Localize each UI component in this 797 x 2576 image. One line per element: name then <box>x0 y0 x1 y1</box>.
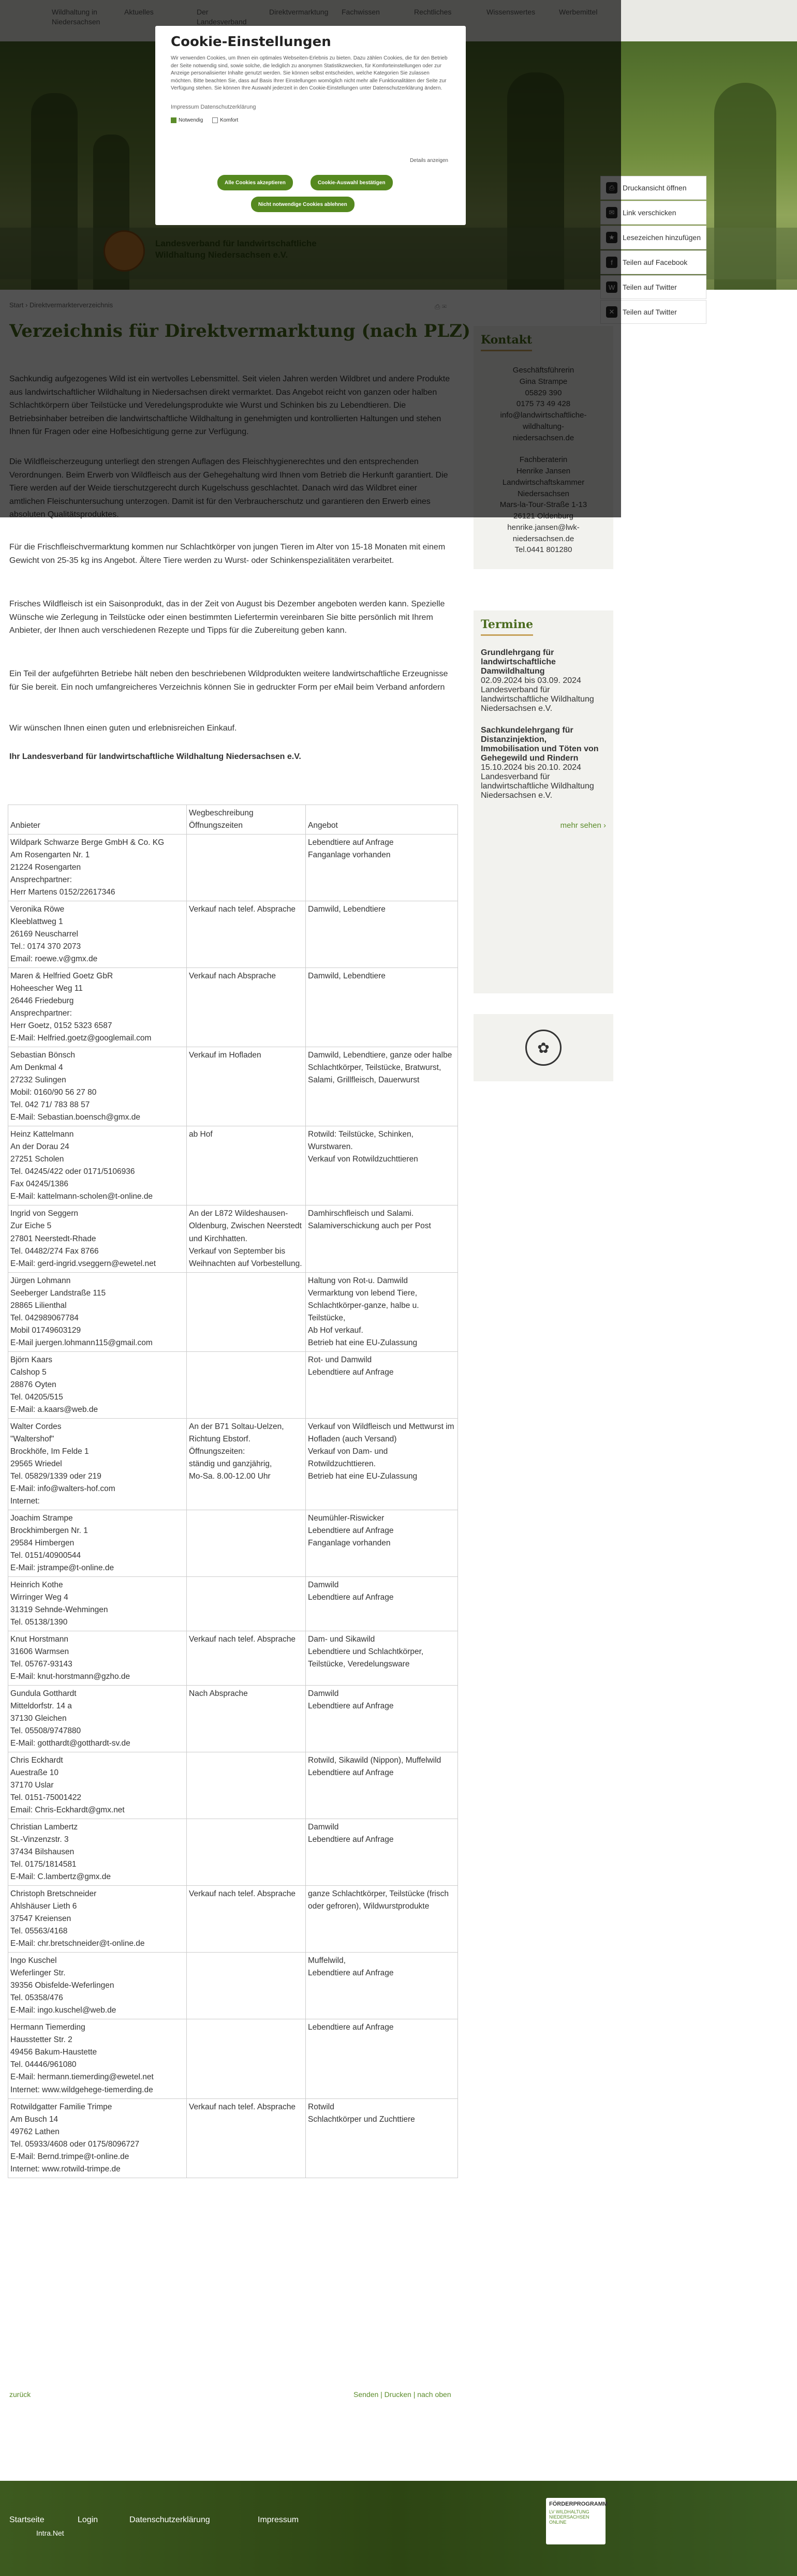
vendor-table <box>8 805 458 2178</box>
table-cell <box>306 835 458 901</box>
cell-line: Vermarktung von lebend Tiere, <box>308 1288 418 1298</box>
table-cell <box>187 1205 306 1272</box>
table-cell <box>8 901 187 968</box>
cell-line: Mitteldorfstr. 14 a <box>10 1702 72 1711</box>
table-cell <box>306 1886 458 1953</box>
cell-line: 28876 Oyten <box>10 1380 56 1389</box>
email-link[interactable]: Internet: www.rotwild-trimpe.de <box>10 2164 121 2173</box>
cell-line: Mobil 01749603129 <box>10 1326 81 1335</box>
footer-link-intranet[interactable]: Intra.Net <box>36 2529 64 2537</box>
cell-line: Seeberger Landstraße 115 <box>10 1288 106 1298</box>
cell-line: Calshop 5 <box>10 1367 47 1377</box>
cell-line: Rotwildgatter Familie Trimpe <box>10 2102 112 2111</box>
cell-line: Tel. 04245/422 oder 0171/5106936 <box>10 1167 135 1177</box>
footer-link-privacy[interactable]: Datenschutzerklärung <box>129 2515 210 2524</box>
cookie-details-toggle[interactable]: Details anzeigen <box>410 158 448 163</box>
cell-line: Rotwild <box>308 2102 334 2111</box>
table-cell <box>306 1631 458 1685</box>
table-cell <box>306 1126 458 1205</box>
confirm-selection-button[interactable]: Cookie-Auswahl bestätigen <box>311 175 393 190</box>
cell-line: ständig und ganzjährig, <box>189 1459 272 1468</box>
table-cell <box>8 1510 187 1576</box>
cell-line: 21224 Rosengarten <box>10 863 81 872</box>
table-row <box>8 1576 458 1631</box>
cell-line: Walter Cordes <box>10 1422 62 1431</box>
seal-icon: ✿ <box>525 1030 562 1066</box>
cell-line: Damwild, Lebendtiere <box>308 972 386 981</box>
table-cell <box>306 2019 458 2098</box>
email-link[interactable]: Email: Chris-Eckhardt@gmx.net <box>10 1806 125 1815</box>
checkbox-necessary[interactable]: Notwendig <box>171 117 203 123</box>
cell-line: Lebendtiere auf Anfrage <box>308 1526 394 1535</box>
cell-line: Fax 04245/1386 <box>10 1180 69 1189</box>
cell-line: Ingo Kuschel <box>10 1956 57 1965</box>
table-row <box>8 835 458 901</box>
cell-line: Schlachtkörper-ganze, halbe u. Teilstücke, <box>308 1301 419 1322</box>
cookie-impressum-link[interactable]: Impressum <box>171 103 199 110</box>
footer-link-imprint[interactable]: Impressum <box>258 2515 299 2524</box>
cookie-text: Wir verwenden Cookies, um Ihnen ein optimales Webseiten-Erlebnis zu bieten. Dazu zählen Cookies, die für den Betrieb der Seite notwendig sind, sowie solche, die lediglich zu anonymen Statistikzwecken, für Komforteinstellungen oder zur Anzeige personalisierter Inhalte genutzt werden. Sie können selbst entscheiden, welche Kategorien Sie zulassen möchten. Bitte beachten Sie, dass auf Basis Ihrer Einstellungen womöglich nicht mehr alle Funktionalitäten der Seite zur Verfügung stehen. Sie können Ihre Auswahl jederzeit in den Cookie-Einstellungen unter Datenschutzerklärung ändern. <box>171 55 448 91</box>
table-row <box>8 1886 458 1953</box>
cell-line: ab Hof <box>189 1130 213 1139</box>
table-cell <box>187 2098 306 2178</box>
cell-line: Rotwild, Sikawild (Nippon), Muffelwild <box>308 1756 441 1765</box>
table-cell <box>8 1631 187 1685</box>
email-link[interactable]: E-Mail: jstrampe@t-online.de <box>10 1563 114 1572</box>
cell-line: Lebendtiere auf Anfrage <box>308 2023 394 2032</box>
table-row <box>8 1631 458 1685</box>
cell-line: 39356 Obisfelde-Weferlingen <box>10 1981 114 1990</box>
table-row <box>8 901 458 968</box>
cell-line: 27801 Neerstedt-Rhade <box>10 1234 96 1243</box>
cell-line: Schlachtkörper und Zuchttiere <box>308 2115 415 2124</box>
table-cell <box>306 1418 458 1510</box>
event-title[interactable]: Sachkundelehrgang für Distanzinjektion, Immobilisation und Töten von Gehegewild und Rindern <box>481 726 599 763</box>
email-link[interactable]: E-Mail: a.kaars@web.de <box>10 1405 98 1414</box>
table-row <box>8 2098 458 2178</box>
table-cell <box>8 1576 187 1631</box>
cell-line: "Waltershof" <box>10 1434 54 1443</box>
cell-line: Kleeblattweg 1 <box>10 917 63 927</box>
table-cell <box>306 1205 458 1272</box>
cell-line: Tel. 05933/4608 oder 0175/8096727 <box>10 2139 140 2149</box>
cell-line: Damwild <box>308 1580 339 1589</box>
cell-line: Ansprechpartner: <box>10 875 72 885</box>
table-cell <box>187 1047 306 1126</box>
cell-line: Nach Absprache <box>189 1689 248 1699</box>
intro-paragraph-5: Ein Teil der aufgeführten Betriebe hält neben den beschriebenen Wildprodukten weitere landwirtschaftliche Erzeugnisse für Sie bereit. Ein noch umfangreicheres Verzeichnis können Sie in gedruckter Form per eMail beim Verband anfordern <box>9 669 448 692</box>
cell-line: Christoph Bretschneider <box>10 1889 97 1899</box>
cell-line: Tel. 05767-93143 <box>10 1660 72 1669</box>
cell-line: Wirringer Weg 4 <box>10 1592 68 1602</box>
cell-line: Damhirschfleisch und Salami. Salamiverschickung auch per Post <box>308 1209 431 1231</box>
email-link[interactable]: E-Mail: info@walters-hof.com <box>10 1484 115 1493</box>
cell-line: 37434 Bilshausen <box>10 1848 75 1857</box>
cell-line: Sebastian Bönsch <box>10 1051 75 1060</box>
footer-link-start[interactable]: Startseite <box>9 2515 45 2524</box>
email-link[interactable]: E-Mail: knut-horstmann@gzho.de <box>10 1672 130 1681</box>
cell-line: Zur Eiche 5 <box>10 1222 52 1231</box>
cell-line: 27232 Sulingen <box>10 1076 66 1085</box>
cell-line: Am Busch 14 <box>10 2115 58 2124</box>
cell-line: Christian Lambertz <box>10 1823 78 1832</box>
cell-line: Fanganlage vorhanden <box>308 851 391 860</box>
cell-line: Muffelwild, <box>308 1956 346 1965</box>
table-cell <box>306 1686 458 1752</box>
table-cell <box>187 1886 306 1953</box>
event-organizer: Landesverband für landwirtschaftliche Wildhaltung Niedersachsen e.V. <box>481 772 594 800</box>
cell-line: Weferlinger Str. <box>10 1969 66 1978</box>
cell-line: Björn Kaars <box>10 1355 52 1364</box>
share-label: Teilen auf Twitter <box>623 308 677 316</box>
cell-line: Verkauf von Wildfleisch und Mettwurst im Hofladen (auch Versand) <box>308 1422 454 1443</box>
cell-line: Heinrich Kothe <box>10 1580 63 1589</box>
share-label: Teilen auf Twitter <box>623 283 677 291</box>
cell-line: Verkauf nach Absprache <box>189 972 276 981</box>
cell-line: Lebendtiere auf Anfrage <box>308 1592 394 1602</box>
email-link[interactable]: E-Mail: chr.bretschneider@t-online.de <box>10 1939 145 1948</box>
cell-line: Auestraße 10 <box>10 1768 59 1778</box>
cell-line: Verkauf nach telef. Absprache <box>189 905 296 914</box>
table-cell <box>306 1510 458 1576</box>
table-cell <box>8 1686 187 1752</box>
cell-line: Mo-Sa. 8.00-12.00 Uhr <box>189 1471 271 1481</box>
cell-line: St.-Vinzenzstr. 3 <box>10 1835 69 1844</box>
table-cell <box>8 1047 187 1126</box>
table-cell <box>187 1953 306 2019</box>
table-row <box>8 1819 458 1886</box>
cell-line: 29584 Himbergen <box>10 1538 75 1547</box>
cell-line: Tel. 05829/1339 oder 219 <box>10 1471 101 1481</box>
cell-line: Rotwild: Teilstücke, Schinken, Wurstwaren. <box>308 1130 414 1152</box>
cell-line: Lebendtiere und Schlachtkörper, Teilstücke, Veredelungsware <box>308 1647 424 1669</box>
intro-paragraph-4: Frisches Wildfleisch ist ein Saisonprodukt, das in der Zeit von August bis Dezember angeboten werden kann. Spezielle Wünsche wie Zerlegung in Teilstücke oder einen bestimmten Liefertermin vereinbaren Sie bitte persönlich mit Ihrem Anbieter, der Ihnen auch verschiedenen Rezepte und Tipps für die Zubereitung geben kann. <box>9 600 445 635</box>
table-cell <box>187 1631 306 1685</box>
cell-line: Dam- und Sikawild <box>308 1634 375 1644</box>
cell-line: Tel. 05358/476 <box>10 1993 63 2003</box>
table-cell <box>306 1576 458 1631</box>
cell-line: 31606 Warmsen <box>10 1647 69 1656</box>
table-cell <box>8 968 187 1047</box>
table-cell <box>306 1047 458 1126</box>
cell-line: An der B71 Soltau-Uelzen, Richtung Ebstorf. <box>189 1422 284 1443</box>
back-link[interactable]: zurück <box>9 2390 31 2399</box>
cell-line: Neumühler-Riswicker <box>308 1513 385 1523</box>
cell-line: 29565 Wriedel <box>10 1459 62 1468</box>
table-row <box>8 1126 458 1205</box>
cell-line: Betrieb hat eine EU-Zulassung <box>308 1338 418 1347</box>
cell-line: Am Denkmal 4 <box>10 1063 63 1073</box>
table-cell <box>306 901 458 968</box>
reject-optional-button[interactable]: Nicht notwendige Cookies ablehnen <box>251 197 355 212</box>
table-cell <box>187 1576 306 1631</box>
cell-line: Lebendtiere auf Anfrage <box>308 1702 394 1711</box>
cell-line: 28865 Lilienthal <box>10 1301 67 1310</box>
cell-line: Jürgen Lohmann <box>10 1276 71 1285</box>
cell-line: ganze Schlachtkörper, Teilstücke (frisch oder gefroren), Wildwurstprodukte <box>308 1889 449 1911</box>
cell-line: 37170 Uslar <box>10 1781 54 1790</box>
event-date: 15.10.2024 bis 20.10. 2024 <box>481 763 581 772</box>
cell-line: 49762 Lathen <box>10 2127 60 2136</box>
table-cell <box>187 1272 306 1351</box>
table-row <box>8 1205 458 1272</box>
table-cell <box>8 1886 187 1953</box>
cell-line: Verkauf im Hofladen <box>189 1051 261 1060</box>
email-link[interactable]: E-Mail: ingo.kuschel@web.de <box>10 2006 116 2015</box>
table-cell <box>8 1272 187 1351</box>
cell-line: Verkauf von Rotwildzuchttieren <box>308 1155 418 1164</box>
seal-panel <box>474 1014 613 1081</box>
cell-line: Veronika Röwe <box>10 905 65 914</box>
cell-line: Chris Eckhardt <box>10 1756 63 1765</box>
events-title: Termine <box>481 618 533 636</box>
table-row <box>8 1752 458 1819</box>
cell-line: Damwild, Lebendtiere <box>308 905 386 914</box>
table-row <box>8 1953 458 2019</box>
table-cell <box>187 1510 306 1576</box>
cell-line: Verkauf nach telef. Absprache <box>189 1634 296 1644</box>
cell-line: Herr Martens 0152/22617346 <box>10 888 115 897</box>
table-row <box>8 1510 458 1576</box>
cell-line: 27251 Scholen <box>10 1155 64 1164</box>
table-cell <box>187 968 306 1047</box>
table-cell <box>8 1953 187 2019</box>
cell-line: Damwild, Lebendtiere, ganze oder halbe Schlachtkörper, Teilstücke, Bratwurst, Salami, Grillfleisch, Dauerwurst <box>308 1051 452 1085</box>
cell-line: 26169 Neuscharrel <box>10 930 78 939</box>
cell-line: Lebendtiere auf Anfrage <box>308 1768 394 1778</box>
table-cell <box>306 2098 458 2178</box>
cell-line: Verkauf nach telef. Absprache <box>189 2102 296 2111</box>
footer-link-login[interactable]: Login <box>78 2515 98 2524</box>
cell-line: Damwild <box>308 1689 339 1699</box>
accept-all-button[interactable]: Alle Cookies akzeptieren <box>217 175 293 190</box>
cell-line: Damwild <box>308 1823 339 1832</box>
event-date: 02.09.2024 bis 03.09. 2024 <box>481 676 581 685</box>
cell-line: Tel. 04446/961080 <box>10 2060 77 2069</box>
intro-signature: Ihr Landesverband für landwirtschaftliche Wildhaltung Niedersachsen e.V. <box>9 752 301 761</box>
table-cell <box>8 835 187 901</box>
cell-line: Verkauf von September bis Weihnachten auf Vorbestellung. <box>189 1246 302 1268</box>
cell-line: Ansprechpartner: <box>10 1009 72 1018</box>
email-link[interactable]: E-Mail juergen.lohmann115@gmail.com <box>10 1338 153 1347</box>
page-actions[interactable]: Senden | Drucken | nach oben <box>353 2390 451 2399</box>
cell-line: Lebendtiere auf Anfrage <box>308 1835 394 1844</box>
cell-line: Hermann Tiemerding <box>10 2023 85 2032</box>
share-label: Lesezeichen hinzufügen <box>623 233 701 242</box>
intro-paragraph-6: Wir wünschen Ihnen einen guten und erlebnisreichen Einkauf. <box>9 724 237 733</box>
table-cell <box>306 1752 458 1819</box>
table-cell <box>306 1351 458 1418</box>
footer <box>0 2481 797 2576</box>
table-cell <box>306 968 458 1047</box>
share-label: Teilen auf Facebook <box>623 258 688 266</box>
cell-line: Tel. 042989067784 <box>10 1313 79 1322</box>
table-cell <box>8 2019 187 2098</box>
cell-line: Lebendtiere auf Anfrage <box>308 1969 394 1978</box>
cell-line: Ahlshäuser Lieth 6 <box>10 1902 77 1911</box>
cell-line: Mobil: 0160/90 56 27 80 <box>10 1088 97 1097</box>
cell-line: Rot- und Damwild <box>308 1355 372 1364</box>
cell-line: Knut Horstmann <box>10 1634 68 1644</box>
table-cell <box>8 1418 187 1510</box>
cell-line: Tel. 04205/515 <box>10 1392 63 1402</box>
table-cell <box>187 1752 306 1819</box>
cell-line: Gundula Gotthardt <box>10 1689 77 1699</box>
table-header: Angebot <box>306 805 458 835</box>
table-cell <box>187 835 306 901</box>
share-label: Druckansicht öffnen <box>623 184 687 192</box>
cell-line: Brockhimbergen Nr. 1 <box>10 1526 88 1535</box>
cell-line: Tel. 05508/9747880 <box>10 1726 81 1736</box>
cell-line: Tel. 0175/1814581 <box>10 1860 77 1869</box>
event-organizer: Landesverband für landwirtschaftliche Wildhaltung Niedersachsen e.V. <box>481 686 594 713</box>
share-label: Link verschicken <box>623 209 676 217</box>
table-cell <box>8 1126 187 1205</box>
cell-line: Verkauf nach telef. Absprache <box>189 1889 296 1899</box>
table-header: Wegbeschreibung Öffnungszeiten <box>187 805 306 835</box>
cell-line: Ingrid von Seggern <box>10 1209 78 1218</box>
table-cell <box>306 1953 458 2019</box>
table-row <box>8 1351 458 1418</box>
table-cell <box>187 1686 306 1752</box>
email-link[interactable]: E-Mail: hermann.tiemerding@ewetel.net <box>10 2073 154 2082</box>
table-row <box>8 1418 458 1510</box>
email-link[interactable]: E-Mail: Sebastian.boensch@gmx.de <box>10 1113 140 1122</box>
table-cell <box>8 1205 187 1272</box>
cell-line: Tel. 0151/40900544 <box>10 1551 81 1560</box>
cell-line: 31319 Sehnde-Wehmingen <box>10 1605 108 1614</box>
checkbox-comfort[interactable]: Komfort <box>212 117 238 123</box>
table-cell <box>187 1819 306 1886</box>
table-cell <box>187 1418 306 1510</box>
more-events-link[interactable]: mehr sehen › <box>560 821 606 830</box>
contact-line: Tel.0441 801280 <box>514 545 572 555</box>
cell-line: Herr Goetz, 0152 5323 6587 <box>10 1021 112 1031</box>
cell-line: 37547 Kreiensen <box>10 1914 71 1924</box>
table-cell <box>8 1819 187 1886</box>
table-cell <box>8 1752 187 1819</box>
cell-line: Tel. 04482/274 Fax 8766 <box>10 1246 99 1256</box>
table-cell <box>187 901 306 968</box>
contact-line: niedersachsen.de <box>512 534 574 543</box>
table-row <box>8 1272 458 1351</box>
table-cell <box>306 1819 458 1886</box>
cell-line: Hoheescher Weg 11 <box>10 984 83 993</box>
email-link[interactable]: E-Mail: Bernd.trimpe@t-online.de <box>10 2152 129 2161</box>
email-link[interactable]: E-Mail: gerd-ingrid.vseggern@ewetel.net <box>10 1259 156 1268</box>
cell-line: Lebendtiere auf Anfrage <box>308 1367 394 1377</box>
intro-paragraph-3: Für die Frischfleischvermarktung kommen nur Schlachtkörper von jungen Tieren im Alter von 15-18 Monaten mit einem Gewicht von 25-35 kg ins Angebot. Ältere Tiere werden zu Wurst- oder Schinkenspezialitäten verarbeitet. <box>9 543 446 565</box>
cell-line: An der L872 Wildeshausen-Oldenburg, Zwischen Neerstedt und Kirchhatten. <box>189 1209 302 1243</box>
cell-line: Tel. 042 71/ 783 88 57 <box>10 1100 90 1110</box>
cell-line: Internet: <box>10 1496 40 1506</box>
cell-line: Öffnungszeiten: <box>189 1447 245 1456</box>
table-cell <box>8 1351 187 1418</box>
cell-line: Haltung von Rot-u. Damwild <box>308 1276 408 1285</box>
funding-badge[interactable]: FÖRDERPROGRAMM LV WILDHALTUNG NIEDERSACHSEN ONLINE <box>546 2498 606 2544</box>
cookie-title: Cookie-Einstellungen <box>171 34 331 50</box>
cell-line: Betrieb hat eine EU-Zulassung <box>308 1471 418 1481</box>
table-cell <box>187 2019 306 2098</box>
table-cell <box>306 1272 458 1351</box>
table-cell <box>8 2098 187 2178</box>
event-title[interactable]: Grundlehrgang für landwirtschaftliche Damwildhaltung <box>481 648 556 676</box>
table-cell <box>187 1351 306 1418</box>
table-row <box>8 1686 458 1752</box>
cell-line: Wildpark Schwarze Berge GmbH & Co. KG <box>10 838 165 847</box>
email-link[interactable]: Email: roewe.v@gmx.de <box>10 955 98 964</box>
cell-line: 37130 Gleichen <box>10 1714 67 1723</box>
table-cell <box>187 1126 306 1205</box>
cell-line: 26446 Friedeburg <box>10 996 74 1006</box>
table-header: Anbieter <box>8 805 187 835</box>
events-panel <box>474 611 613 993</box>
cell-line: Fanganlage vorhanden <box>308 1538 391 1547</box>
table-row <box>8 2019 458 2098</box>
cell-line: Hausstetter Str. 2 <box>10 2035 72 2045</box>
contact-line: henrike.jansen@lwk- <box>507 523 580 532</box>
cell-line: Maren & Helfried Goetz GbR <box>10 972 113 981</box>
cell-line: 49456 Bakum-Haustette <box>10 2048 97 2057</box>
email-link[interactable]: E-Mail: Helfried.goetz@googlemail.com <box>10 1034 152 1043</box>
cell-line: Tel. 05138/1390 <box>10 1617 68 1627</box>
table-row <box>8 968 458 1047</box>
email-link[interactable]: E-Mail: gotthardt@gotthardt-sv.de <box>10 1739 130 1748</box>
cell-line: Joachim Strampe <box>10 1513 73 1523</box>
table-row <box>8 1047 458 1126</box>
cell-line: Verkauf von Dam- und Rotwildzuchttieren. <box>308 1447 388 1468</box>
cookie-privacy-link[interactable]: Datenschutzerklärung <box>200 103 256 110</box>
email-link[interactable]: E-Mail: kattelmann-scholen@t-online.de <box>10 1192 153 1201</box>
cell-line: Am Rosengarten Nr. 1 <box>10 851 90 860</box>
cell-line: Tel.: 0174 370 2073 <box>10 942 81 951</box>
email-link[interactable]: Internet: www.wildgehege-tiemerding.de <box>10 2085 153 2094</box>
cookie-dialog <box>155 26 466 225</box>
email-link[interactable]: E-Mail: C.lambertz@gmx.de <box>10 1872 111 1882</box>
cell-line: Lebendtiere auf Anfrage <box>308 838 394 847</box>
cell-line: Ab Hof verkauf. <box>308 1326 363 1335</box>
cell-line: Tel. 0151-75001422 <box>10 1793 82 1803</box>
cell-line: Heinz Kattelmann <box>10 1130 74 1139</box>
cell-line: Tel. 05563/4168 <box>10 1927 68 1936</box>
cell-line: An der Dorau 24 <box>10 1142 69 1152</box>
cell-line: Brockhöfe, Im Felde 1 <box>10 1447 89 1456</box>
